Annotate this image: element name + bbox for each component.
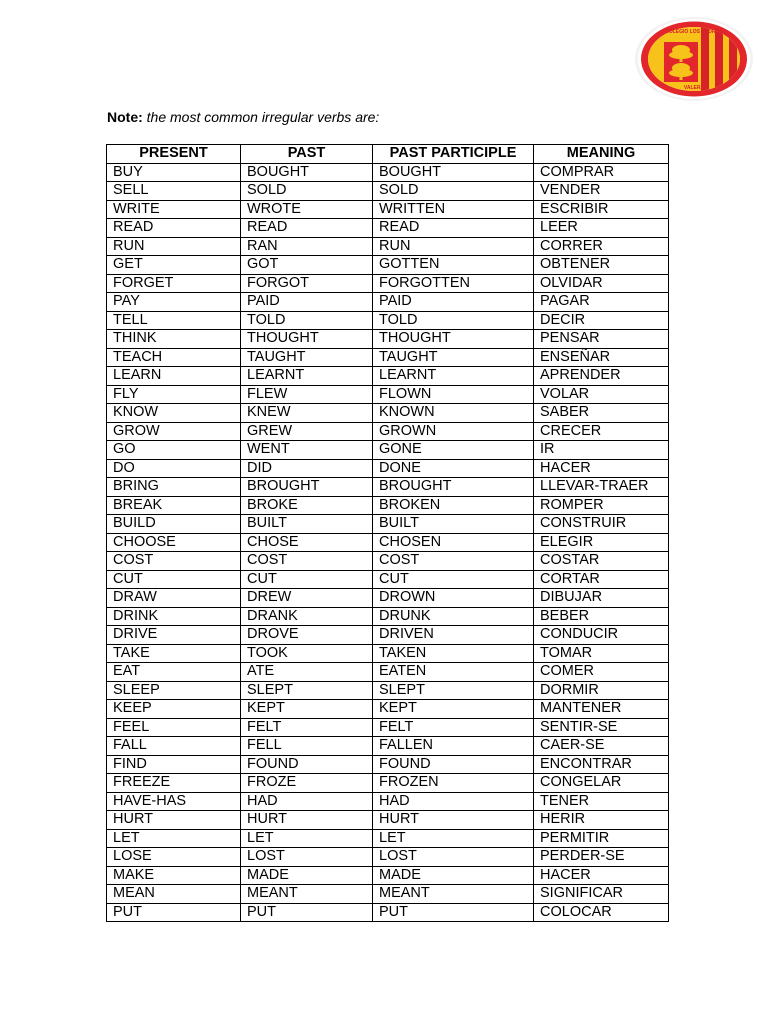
cell-present: COST	[107, 552, 241, 571]
cell-meaning: SABER	[534, 404, 669, 423]
table-row	[107, 755, 669, 774]
cell-past: LEARNT	[241, 367, 373, 386]
table-row	[107, 422, 669, 441]
cell-meaning: ENCONTRAR	[534, 755, 669, 774]
cell-past-participle: FOUND	[373, 755, 534, 774]
cell-past-participle: COST	[373, 552, 534, 571]
cell-past: TOLD	[241, 311, 373, 330]
table-row	[107, 348, 669, 367]
cell-meaning: HACER	[534, 866, 669, 885]
table-row	[107, 737, 669, 756]
cell-past: TOOK	[241, 644, 373, 663]
table-row	[107, 163, 669, 182]
cell-past-participle: LEARNT	[373, 367, 534, 386]
cell-meaning: CONSTRUIR	[534, 515, 669, 534]
cell-past-participle: SLEPT	[373, 681, 534, 700]
table-body	[107, 163, 669, 922]
cell-meaning: DECIR	[534, 311, 669, 330]
table-row	[107, 293, 669, 312]
cell-meaning: PAGAR	[534, 293, 669, 312]
cell-present: HAVE-HAS	[107, 792, 241, 811]
table-row	[107, 237, 669, 256]
cell-present: WRITE	[107, 200, 241, 219]
cell-past: FELL	[241, 737, 373, 756]
cell-present: FREEZE	[107, 774, 241, 793]
logo-stripe-1	[701, 27, 709, 91]
cell-past: COST	[241, 552, 373, 571]
cell-past-participle: FROZEN	[373, 774, 534, 793]
cell-meaning: BEBER	[534, 607, 669, 626]
cell-past: WROTE	[241, 200, 373, 219]
cell-present: DRINK	[107, 607, 241, 626]
cell-present: BUILD	[107, 515, 241, 534]
cell-present: LET	[107, 829, 241, 848]
cell-past: DRANK	[241, 607, 373, 626]
cell-past: MEANT	[241, 885, 373, 904]
cell-meaning: MANTENER	[534, 700, 669, 719]
cell-present: HURT	[107, 811, 241, 830]
table-row	[107, 274, 669, 293]
cell-past-participle: SOLD	[373, 182, 534, 201]
cell-present: FIND	[107, 755, 241, 774]
table-row	[107, 219, 669, 238]
cell-meaning: CORRER	[534, 237, 669, 256]
table-row	[107, 330, 669, 349]
cell-past: KNEW	[241, 404, 373, 423]
cell-past-participle: KEPT	[373, 700, 534, 719]
cell-past-participle: TOLD	[373, 311, 534, 330]
school-crest-logo	[634, 16, 754, 102]
cell-present: THINK	[107, 330, 241, 349]
cell-present: MEAN	[107, 885, 241, 904]
cell-past-participle: BOUGHT	[373, 163, 534, 182]
cell-past-participle: DRUNK	[373, 607, 534, 626]
cell-past-participle: GROWN	[373, 422, 534, 441]
cell-past: MADE	[241, 866, 373, 885]
table-row	[107, 385, 669, 404]
cell-past: HURT	[241, 811, 373, 830]
irregular-verbs-table	[106, 144, 669, 922]
table-row	[107, 200, 669, 219]
cell-past-participle: LOST	[373, 848, 534, 867]
cell-present: LEARN	[107, 367, 241, 386]
table-header-row	[107, 145, 669, 164]
cell-present: GET	[107, 256, 241, 275]
cell-present: CUT	[107, 570, 241, 589]
cell-past-participle: TAUGHT	[373, 348, 534, 367]
cell-past: WENT	[241, 441, 373, 460]
table-row	[107, 589, 669, 608]
cell-past: CHOSE	[241, 533, 373, 552]
table-row	[107, 848, 669, 867]
cell-meaning: CORTAR	[534, 570, 669, 589]
cell-present: GO	[107, 441, 241, 460]
cell-past: PAID	[241, 293, 373, 312]
cell-past-participle: FLOWN	[373, 385, 534, 404]
cell-past: BOUGHT	[241, 163, 373, 182]
cell-present: DRAW	[107, 589, 241, 608]
cell-past-participle: BUILT	[373, 515, 534, 534]
cell-past-participle: MEANT	[373, 885, 534, 904]
cell-present: SELL	[107, 182, 241, 201]
cell-past-participle: BROUGHT	[373, 478, 534, 497]
cell-past-participle: GOTTEN	[373, 256, 534, 275]
cell-meaning: CONDUCIR	[534, 626, 669, 645]
cell-present: TAKE	[107, 644, 241, 663]
cell-meaning: VENDER	[534, 182, 669, 201]
cell-meaning: IR	[534, 441, 669, 460]
table-row	[107, 404, 669, 423]
cell-past-participle: FORGOTTEN	[373, 274, 534, 293]
cell-past-participle: LET	[373, 829, 534, 848]
table-row	[107, 626, 669, 645]
table-row	[107, 663, 669, 682]
cell-past-participle: RUN	[373, 237, 534, 256]
column-header-past: PAST	[241, 145, 373, 164]
cell-past: TAUGHT	[241, 348, 373, 367]
cell-meaning: LEER	[534, 219, 669, 238]
cell-present: GROW	[107, 422, 241, 441]
table-row	[107, 700, 669, 719]
table-row	[107, 681, 669, 700]
note-label: Note:	[107, 109, 143, 125]
cell-meaning: APRENDER	[534, 367, 669, 386]
cell-meaning: COSTAR	[534, 552, 669, 571]
table-row	[107, 903, 669, 922]
cell-present: BRING	[107, 478, 241, 497]
cell-past: BROUGHT	[241, 478, 373, 497]
table-row	[107, 478, 669, 497]
cell-present: TEACH	[107, 348, 241, 367]
cell-present: DO	[107, 459, 241, 478]
table-row	[107, 256, 669, 275]
cell-past: PUT	[241, 903, 373, 922]
note-text: the most common irregular verbs are:	[146, 109, 380, 125]
cell-present: RUN	[107, 237, 241, 256]
cell-past: DID	[241, 459, 373, 478]
table-row	[107, 866, 669, 885]
cell-present: SLEEP	[107, 681, 241, 700]
cell-meaning: HERIR	[534, 811, 669, 830]
cell-meaning: CRECER	[534, 422, 669, 441]
cell-past: KEPT	[241, 700, 373, 719]
column-header-meaning: MEANING	[534, 145, 669, 164]
cell-past: SLEPT	[241, 681, 373, 700]
cell-meaning: TENER	[534, 792, 669, 811]
cell-meaning: VOLAR	[534, 385, 669, 404]
cell-past: GOT	[241, 256, 373, 275]
cell-present: BUY	[107, 163, 241, 182]
cell-past-participle: BROKEN	[373, 496, 534, 515]
cell-past: DREW	[241, 589, 373, 608]
table-row	[107, 644, 669, 663]
logo-stripe-2	[715, 27, 723, 91]
table-row	[107, 774, 669, 793]
table-row	[107, 811, 669, 830]
cell-past: GREW	[241, 422, 373, 441]
cell-past-participle: HAD	[373, 792, 534, 811]
logo-school-name: COLEGIO LOS CEDROS	[665, 29, 723, 35]
cell-meaning: COLOCAR	[534, 903, 669, 922]
cell-meaning: COMPRAR	[534, 163, 669, 182]
cell-present: MAKE	[107, 866, 241, 885]
cell-meaning: HACER	[534, 459, 669, 478]
table-row	[107, 792, 669, 811]
cell-past: FLEW	[241, 385, 373, 404]
cell-present: BREAK	[107, 496, 241, 515]
cell-past-participle: THOUGHT	[373, 330, 534, 349]
cell-meaning: DIBUJAR	[534, 589, 669, 608]
table-row	[107, 311, 669, 330]
cell-past-participle: WRITTEN	[373, 200, 534, 219]
cell-past-participle: CUT	[373, 570, 534, 589]
cell-meaning: PENSAR	[534, 330, 669, 349]
cell-past-participle: CHOSEN	[373, 533, 534, 552]
cell-past: FELT	[241, 718, 373, 737]
cell-present: FORGET	[107, 274, 241, 293]
cell-meaning: ELEGIR	[534, 533, 669, 552]
cell-meaning: TOMAR	[534, 644, 669, 663]
cell-present: FLY	[107, 385, 241, 404]
cell-meaning: OBTENER	[534, 256, 669, 275]
cell-past: HAD	[241, 792, 373, 811]
table-row	[107, 552, 669, 571]
cell-past-participle: PAID	[373, 293, 534, 312]
cell-present: TELL	[107, 311, 241, 330]
cell-meaning: PERDER-SE	[534, 848, 669, 867]
cell-past: RAN	[241, 237, 373, 256]
cell-meaning: ROMPER	[534, 496, 669, 515]
cell-present: FEEL	[107, 718, 241, 737]
cell-meaning: SENTIR-SE	[534, 718, 669, 737]
cell-present: KNOW	[107, 404, 241, 423]
cell-past: FROZE	[241, 774, 373, 793]
cell-past: READ	[241, 219, 373, 238]
cell-past-participle: GONE	[373, 441, 534, 460]
cell-past: LOST	[241, 848, 373, 867]
cell-meaning: SIGNIFICAR	[534, 885, 669, 904]
logo-city-name: VALERA	[683, 85, 705, 91]
note-line	[107, 108, 379, 126]
table-row	[107, 182, 669, 201]
cell-meaning: ENSEÑAR	[534, 348, 669, 367]
cell-meaning: CAER-SE	[534, 737, 669, 756]
table-row	[107, 607, 669, 626]
cell-past: DROVE	[241, 626, 373, 645]
cell-present: FALL	[107, 737, 241, 756]
cell-past: BROKE	[241, 496, 373, 515]
cell-meaning: CONGELAR	[534, 774, 669, 793]
cell-past: FORGOT	[241, 274, 373, 293]
cell-present: KEEP	[107, 700, 241, 719]
cell-present: CHOOSE	[107, 533, 241, 552]
table-row	[107, 459, 669, 478]
cell-past-participle: FALLEN	[373, 737, 534, 756]
cell-past-participle: FELT	[373, 718, 534, 737]
table-row	[107, 533, 669, 552]
table-row	[107, 570, 669, 589]
cell-present: PAY	[107, 293, 241, 312]
cell-past-participle: KNOWN	[373, 404, 534, 423]
cell-past-participle: DRIVEN	[373, 626, 534, 645]
cell-past: BUILT	[241, 515, 373, 534]
cell-meaning: OLVIDAR	[534, 274, 669, 293]
table-row	[107, 496, 669, 515]
table-row	[107, 515, 669, 534]
cell-present: LOSE	[107, 848, 241, 867]
cell-meaning: PERMITIR	[534, 829, 669, 848]
cell-present: EAT	[107, 663, 241, 682]
cell-past-participle: PUT	[373, 903, 534, 922]
table-row	[107, 718, 669, 737]
cell-past-participle: TAKEN	[373, 644, 534, 663]
cell-meaning: LLEVAR-TRAER	[534, 478, 669, 497]
cell-meaning: COMER	[534, 663, 669, 682]
cell-present: READ	[107, 219, 241, 238]
table-row	[107, 829, 669, 848]
cell-past-participle: DROWN	[373, 589, 534, 608]
cell-past-participle: READ	[373, 219, 534, 238]
cell-past: ATE	[241, 663, 373, 682]
cell-present: DRIVE	[107, 626, 241, 645]
cell-past: LET	[241, 829, 373, 848]
cell-past: SOLD	[241, 182, 373, 201]
cell-meaning: ESCRIBIR	[534, 200, 669, 219]
table-row	[107, 885, 669, 904]
cell-past-participle: EATEN	[373, 663, 534, 682]
table-row	[107, 367, 669, 386]
cell-past: FOUND	[241, 755, 373, 774]
cell-past-participle: DONE	[373, 459, 534, 478]
table-row	[107, 441, 669, 460]
column-header-past-participle: PAST PARTICIPLE	[373, 145, 534, 164]
cell-past: CUT	[241, 570, 373, 589]
cell-meaning: DORMIR	[534, 681, 669, 700]
cell-past-participle: MADE	[373, 866, 534, 885]
cell-past: THOUGHT	[241, 330, 373, 349]
cell-present: PUT	[107, 903, 241, 922]
cell-past-participle: HURT	[373, 811, 534, 830]
column-header-present: PRESENT	[107, 145, 241, 164]
